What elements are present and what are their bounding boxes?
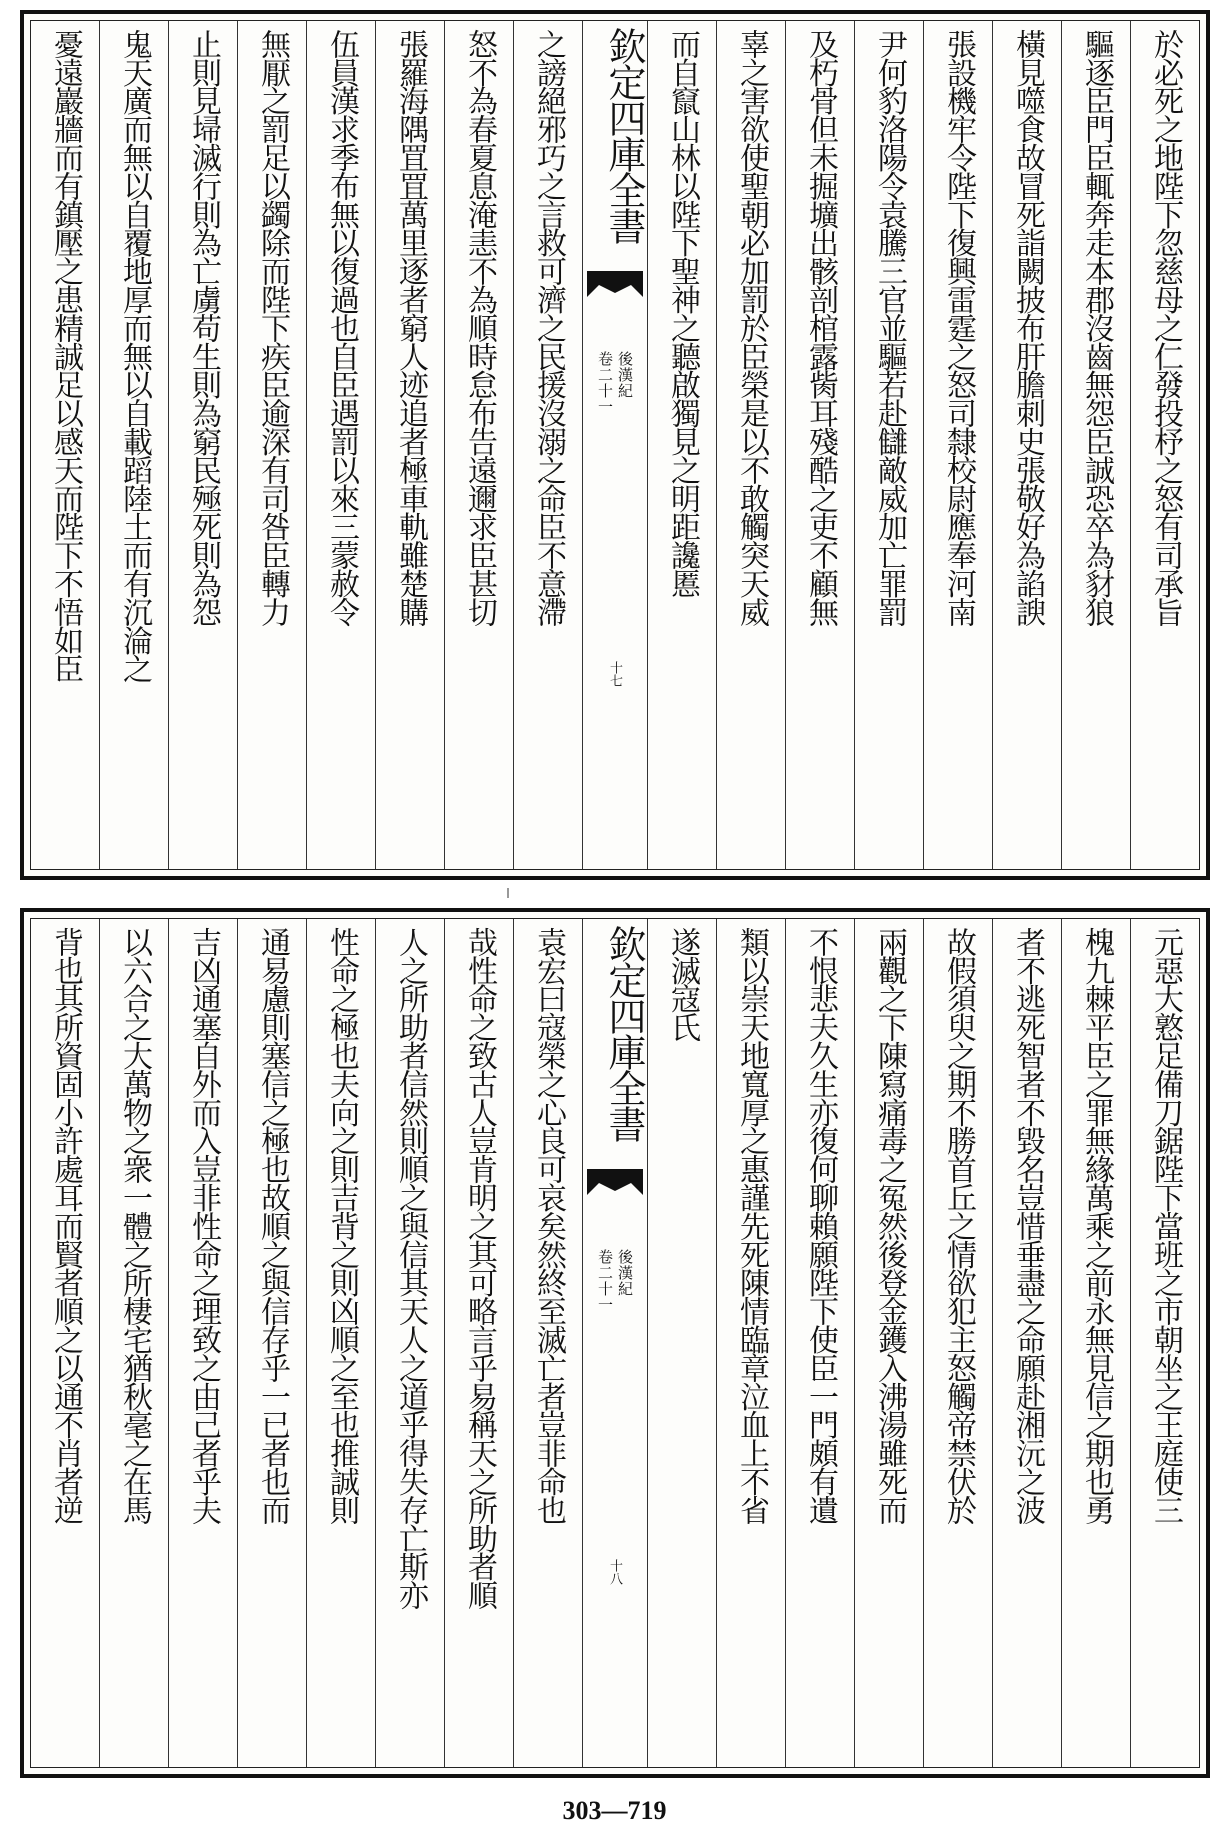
text-column [375, 919, 444, 1767]
divider-mark [507, 888, 509, 898]
book-title: 欽定四庫全書 [602, 27, 646, 243]
column-text: 人之所助者信然則順之與信其天人之道乎得失存亡斯亦 [393, 927, 428, 1609]
center-fold [582, 21, 647, 869]
column-text: 怒不為春夏息淹恚不為順時怠布告遠邇求臣甚切 [462, 29, 497, 626]
column-text: 槐九棘平臣之罪無緣萬乘之前永無見信之期也勇 [1079, 927, 1114, 1524]
text-column [923, 919, 992, 1767]
text-column [716, 21, 785, 869]
column-text: 張羅海隅罝罝萬里逐者窮人迹追者極車軌雖楚購 [393, 29, 428, 626]
page-footer-number: 303—719 [562, 1796, 667, 1825]
column-text: 背也其所資固小許處耳而賢者順之以通不肖者逆 [48, 927, 83, 1524]
bottom-page-frame [30, 918, 1200, 1768]
volume-label: 卷二十一 [596, 1249, 614, 1313]
text-column [992, 919, 1061, 1767]
column-text: 之謗絕邪巧之言救可濟之民援沒溺之命臣不意滯 [531, 29, 566, 626]
fishtail-mark-icon [587, 271, 643, 297]
text-column [237, 21, 306, 869]
folio-number: 十八 [607, 1559, 622, 1585]
text-column [854, 21, 923, 869]
text-column [31, 21, 99, 869]
fishtail-mark-icon [587, 1169, 643, 1195]
book-subtitle: 後漢紀 [616, 351, 634, 399]
text-column [444, 21, 513, 869]
text-column [375, 21, 444, 869]
column-text: 通易慮則塞信之極也故順之與信存乎一已者也而 [255, 927, 290, 1524]
text-column [306, 919, 375, 1767]
column-text: 及朽骨但未掘壙出骸剖棺露胔耳殘酷之吏不顧無 [803, 29, 838, 626]
text-column [785, 21, 854, 869]
column-text: 以六合之大萬物之衆一體之所棲宅猶秋毫之在馬 [117, 927, 152, 1524]
text-column [1130, 919, 1199, 1767]
column-text: 遂滅寇氏 [665, 927, 700, 1041]
text-column [647, 21, 716, 869]
text-column [99, 919, 168, 1767]
text-column [513, 919, 582, 1767]
column-text: 驅逐臣門臣輒奔走本郡沒齒無怨臣誠恐卒為豺狼 [1079, 29, 1114, 626]
text-column [237, 919, 306, 1767]
column-text: 而自竄山林以陛下聖神之聽啟獨見之明距讒慝 [665, 29, 700, 598]
text-column [1130, 21, 1199, 869]
text-column [513, 21, 582, 869]
column-text: 尹何豹洛陽令袁騰三官並驅若赴讎敵威加亡罪罰 [872, 29, 907, 626]
column-text: 不恨悲夫久生亦復何聊賴願陛下使臣一門頗有遺 [803, 927, 838, 1524]
top-book-page [20, 10, 1210, 880]
column-text: 憂遠巖牆而有鎮壓之患精誠足以感天而陛下不悟如臣 [48, 29, 83, 683]
column-text: 止則見埽滅行則為亡虜苟生則為窮民殛死則為怨 [186, 29, 221, 626]
center-fold [582, 919, 647, 1767]
text-column [31, 919, 99, 1767]
column-text: 故假須臾之期不勝首丘之情欲犯主怒觸帝禁伏於 [941, 927, 976, 1524]
text-column [647, 919, 716, 1767]
column-text: 於必死之地陛下忽慈母之仁發投杼之怒有司承旨 [1148, 29, 1183, 626]
column-text: 哉性命之致古人豈肯明之其可略言乎易稱天之所助者順 [462, 927, 497, 1609]
text-column [923, 21, 992, 869]
column-text: 辜之害欲使聖朝必加罰於臣榮是以不敢觸突天威 [734, 29, 769, 626]
column-text: 橫見噬食故冒死詣闕披布肝膽刺史張敬好為諂諛 [1010, 29, 1045, 626]
column-text: 者不逃死智者不毀名豈惜垂盡之命願赴湘沅之波 [1010, 927, 1045, 1524]
column-text: 無厭之罰足以蠲除而陛下疾臣逾深有司咎臣轉力 [255, 29, 290, 626]
folio-number: 十七 [607, 661, 622, 687]
column-text: 袁宏曰寇榮之心良可哀矣然終至滅亡者豈非命也 [531, 927, 566, 1524]
text-column [168, 919, 237, 1767]
text-column [444, 919, 513, 1767]
column-text: 吉凶通塞自外而入豈非性命之理致之由己者乎夫 [186, 927, 221, 1524]
text-column [1061, 919, 1130, 1767]
text-column [716, 919, 785, 1767]
column-text: 鬼天廣而無以自覆地厚而無以自載蹈陸土而有沉淪之 [117, 29, 152, 683]
column-text: 性命之極也夫向之則吉背之則凶順之至也推誠則 [324, 927, 359, 1524]
volume-label: 卷二十一 [596, 351, 614, 415]
text-column [168, 21, 237, 869]
column-text: 類以崇天地寬厚之惠謹先死陳情臨章泣血上不省 [734, 927, 769, 1524]
text-column [785, 919, 854, 1767]
column-text: 兩觀之下陳寫痛毒之冤然後登金鑊入沸湯雖死而 [872, 927, 907, 1524]
column-text: 元惡大憝足備刀鋸陛下當班之市朝坐之王庭使三 [1148, 927, 1183, 1524]
text-column [1061, 21, 1130, 869]
bottom-book-page [20, 908, 1210, 1778]
text-column [854, 919, 923, 1767]
text-column [992, 21, 1061, 869]
text-column [99, 21, 168, 869]
top-page-frame [30, 20, 1200, 870]
column-text: 張設機牢令陛下復興雷霆之怒司隸校尉應奉河南 [941, 29, 976, 626]
book-title: 欽定四庫全書 [602, 925, 646, 1141]
book-subtitle: 後漢紀 [616, 1249, 634, 1297]
column-text: 伍員漢求季布無以復過也自臣遇罰以來三蒙赦令 [324, 29, 359, 626]
text-column [306, 21, 375, 869]
